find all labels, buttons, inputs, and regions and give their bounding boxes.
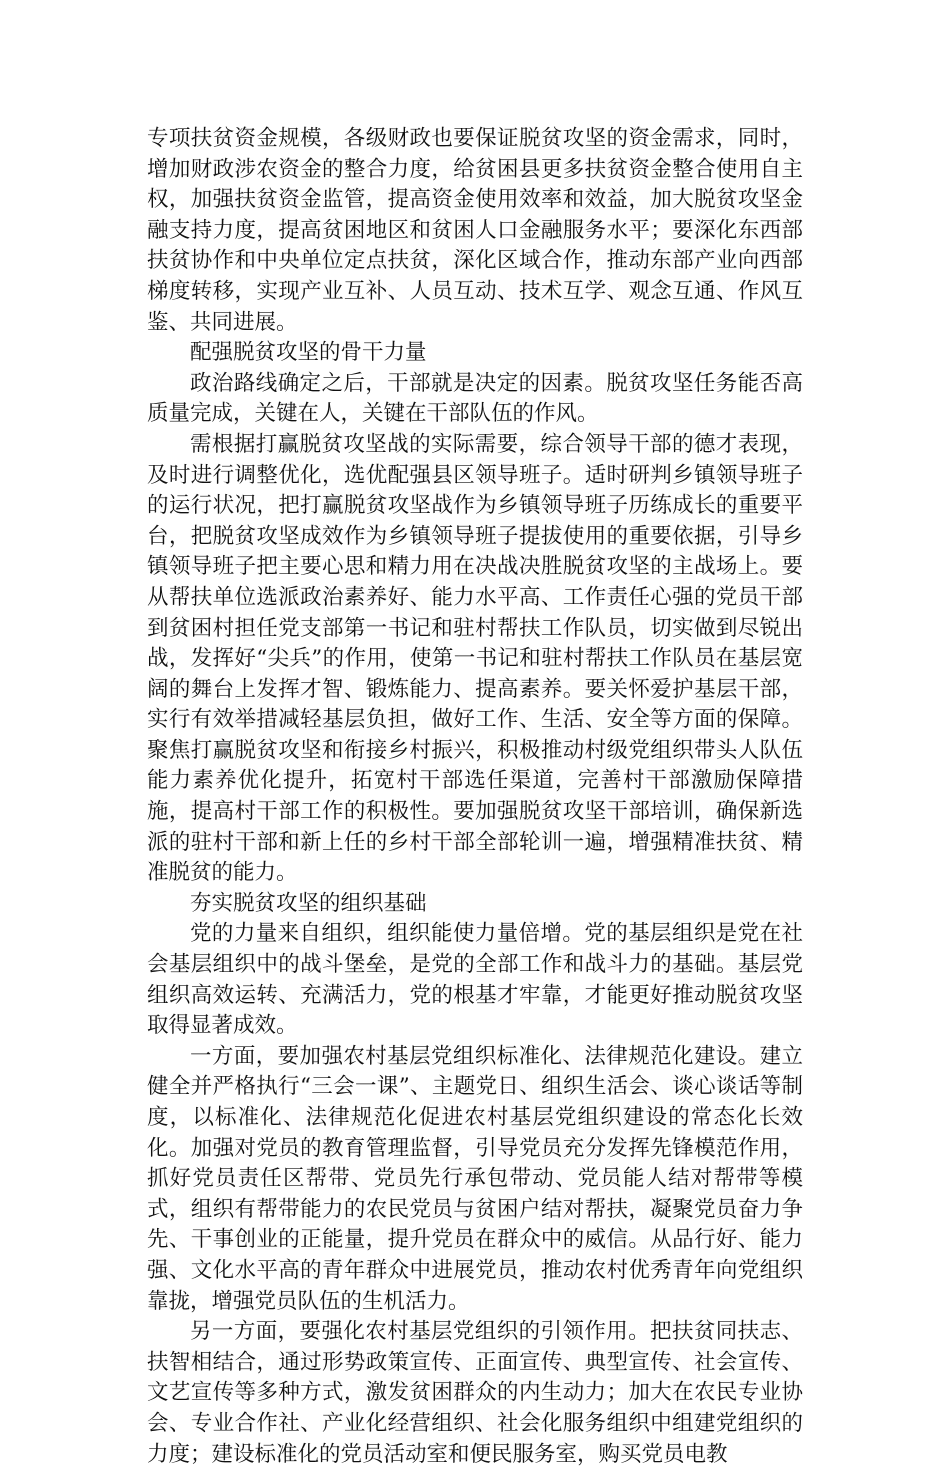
- document-body: [147, 124, 803, 1470]
- paragraph-cadre-measures: 需根据打赢脱贫攻坚战的实际需要，综合领导干部的德才表现，及时进行调整优化，选优配强县区领导班子。适时研判乡镇领导班子的运行状况，把打赢脱贫攻坚战作为乡镇领导班子历练成长的重要平台，把脱贫攻坚成效作为乡镇领导班子提拔使用的重要依据，引导乡镇领导班子把主要心思和精力用在决战决胜脱贫攻坚的主战场上。要从帮扶单位选派政治素养好、能力水平高、工作责任心强的党员干部到贫困村担任党支部第一书记和驻村帮扶工作队员，切实做到尽锐出战，发挥好“尖兵”的作用，使第一书记和驻村帮扶工作队员在基层宽阔的舞台上发挥才智、锻炼能力、提高素养。要关怀爱护基层干部，实行有效举措减轻基层负担，做好工作、生活、安全等方面的保障。聚焦打赢脱贫攻坚和衔接乡村振兴，积极推动村级党组织带头人队伍能力素养优化提升，拓宽村干部选任渠道，完善村干部激励保障措施，提高村干部工作的积极性。要加强脱贫攻坚干部培训，确保新选派的驻村干部和新上任的乡村干部全部轮训一遍，增强精准扶贫、精准脱贫的能力。: [147, 431, 803, 886]
- paragraph-cadre-intro: 政治路线确定之后，干部就是决定的因素。脱贫攻坚任务能否高质量完成，关键在人，关键在干部队伍的作风。: [147, 370, 803, 427]
- paragraph-capital-funding: 专项扶贫资金规模，各级财政也要保证脱贫攻坚的资金需求，同时，增加财政涉农资金的整合力度，给贫困县更多扶贫资金整合使用自主权，加强扶贫资金监管，提高资金使用效率和效益，加大脱贫攻坚金融支持力度，提高贫困地区和贫困人口金融服务水平；要深化东西部扶贫协作和中央单位定点扶贫，深化区域合作，推动东部产业向西部梯度转移，实现产业互补、人员互动、技术互学、观念互通、作风互鉴、共同进展。: [147, 126, 803, 335]
- section-heading-organization-foundation: 夯实脱贫攻坚的组织基础: [190, 890, 427, 916]
- paragraph-organization-intro: 党的力量来自组织，组织能使力量倍增。党的基层组织是党在社会基层组织中的战斗堡垒，是党的全部工作和战斗力的基础。基层党组织高效运转、充满活力，党的根基才牢靠，才能更好推动脱贫攻坚取得显著成效。: [147, 921, 803, 1039]
- paragraph-organization-standardization: 一方面，要加强农村基层党组织标准化、法律规范化建设。建立健全并严格执行“三会一课”、主题党日、组织生活会、谈心谈话等制度，以标准化、法律规范化促进农村基层党组织建设的常态化长效化。加强对党员的教育管理监督，引导党员充分发挥先锋模范作用，抓好党员责任区帮带、党员先行承包带动、党员能人结对帮带等模式，组织有帮带能力的农民党员与贫困户结对帮扶，凝聚党员奋力争先、干事创业的正能量，提升党员在群众中的威信。从品行好、能力强、文化水平高的青年群众中进展党员，推动农村优秀青年向党组织靠拢，增强党员队伍的生机活力。: [147, 1043, 803, 1314]
- section-heading-cadre-strength: 配强脱贫攻坚的骨干力量: [190, 340, 427, 366]
- paragraph-organization-leadership: 另一方面，要强化农村基层党组织的引领作用。把扶贫同扶志、扶智相结合，通过形势政策宣传、正面宣传、典型宣传、社会宣传、文艺宣传等多种方式，激发贫困群众的内生动力；加大在农民专业协会、专业合作社、产业化经营组织、社会化服务组织中组建党组织的力度；建设标准化的党员活动室和便民服务室，购买党员电教: [147, 1319, 803, 1467]
